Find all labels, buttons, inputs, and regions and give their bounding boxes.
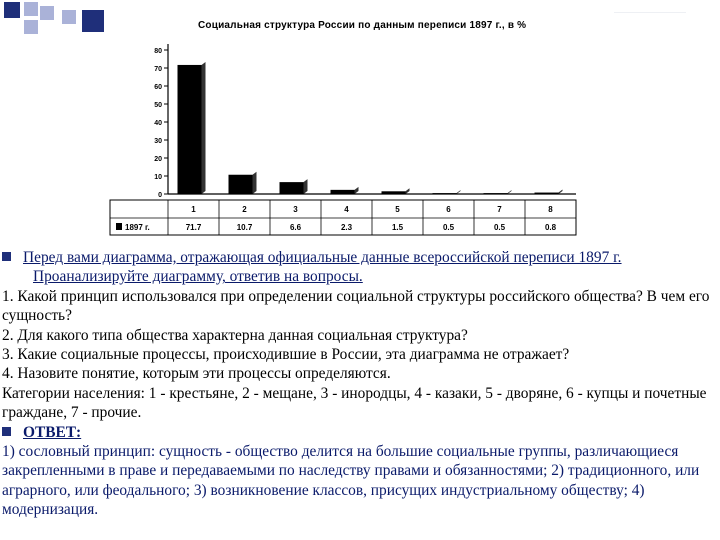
- categories-text: Категории населения: 1 - крестьяне, 2 - мещане, 3 - инородцы, 4 - казаки, 5 - дворяне, 6 - купцы и почетные граждане, 7 - прочие.: [2, 384, 707, 422]
- x-tick-label: 6: [446, 205, 451, 214]
- y-tick-label: 80: [154, 48, 162, 55]
- data-label: 0.5: [493, 223, 506, 232]
- x-tick-label: 5: [395, 205, 400, 214]
- bullet-icon: [2, 252, 11, 261]
- bar: [229, 175, 253, 194]
- y-tick-label: 10: [154, 174, 162, 181]
- bar-side: [406, 188, 410, 194]
- question-1: 1. Какой принцип использовался при определении социальной структуры российского общества? В чем его сущность?: [2, 287, 710, 325]
- question-3: 3. Какие социальные процессы, происходившие в России, эта диаграмма не отражает?: [2, 346, 570, 364]
- text-content: [2, 248, 717, 520]
- bar: [178, 65, 202, 194]
- bar: [331, 190, 355, 194]
- bar-side: [559, 190, 563, 194]
- intro-text: Перед вами диаграмма, отражающая официальные данные всероссийской переписи 1897 г. Проанализируйте диаграмму, ответив на вопросы.: [23, 249, 622, 286]
- y-tick-label: 40: [154, 120, 162, 127]
- y-tick-label: 20: [154, 156, 162, 163]
- question-2: 2. Для какого типа общества характерна данная социальная структура?: [2, 326, 468, 344]
- y-tick-label: 60: [154, 84, 162, 91]
- y-tick-label: 50: [154, 102, 162, 109]
- question-4: 4. Назовите понятие, которым эти процессы определяются.: [2, 365, 391, 383]
- legend-swatch: [116, 223, 122, 230]
- data-label: 10.7: [236, 223, 253, 232]
- data-label: 1.5: [391, 223, 404, 232]
- y-tick-label: 30: [154, 138, 162, 145]
- bar-side: [253, 172, 257, 194]
- x-tick-label: 1: [191, 205, 196, 214]
- bar: [280, 182, 304, 194]
- data-label: 0.5: [442, 223, 455, 232]
- bar-side: [355, 187, 359, 194]
- answer-heading-line: [2, 423, 717, 442]
- x-tick-label: 7: [497, 205, 502, 214]
- data-label: 2.3: [340, 223, 353, 232]
- bar-side: [304, 179, 308, 194]
- data-label: 71.7: [185, 223, 202, 232]
- bullet-icon: [2, 427, 11, 436]
- y-tick-label: 70: [154, 66, 162, 73]
- legend-label: 1897 г.: [125, 223, 150, 232]
- data-label: 0.8: [544, 223, 557, 232]
- chart-title: Социальная структура России по данным переписи 1897 г., в %: [198, 20, 527, 31]
- y-tick-label: 0: [158, 192, 162, 199]
- x-tick-label: 2: [242, 205, 247, 214]
- data-label: 6.6: [289, 223, 302, 232]
- intro-paragraph: [2, 248, 717, 287]
- x-tick-label: 4: [344, 205, 349, 214]
- answer-text: 1) сословный принцип: сущность - общество делится на большие социальные группы, различающиеся закрепленными в праве и передаваемыми по наследству правами и обязанностями; 2) традиционного, или аграрного, или феодального; 3) возникновение классов, присущих индустриальному обществу; 4) модернизация.: [2, 443, 700, 519]
- bar-side: [202, 62, 206, 194]
- x-tick-label: 3: [293, 205, 298, 214]
- x-tick-label: 8: [548, 205, 553, 214]
- answer-heading: ОТВЕТ:: [23, 423, 82, 441]
- bar-chart: [0, 0, 720, 245]
